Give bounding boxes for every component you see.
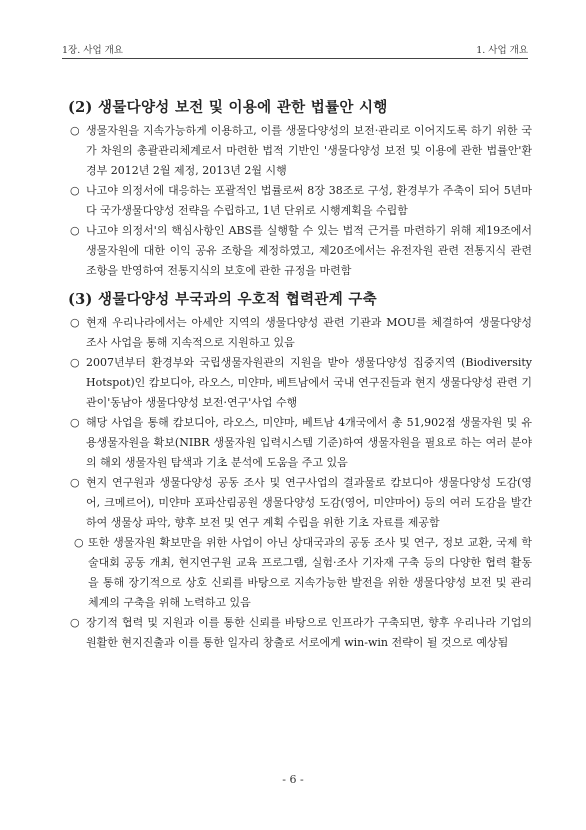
list-item-text: 나고야 의정서'의 핵심사항인 ABS를 실행할 수 있는 법적 근거를 마련하기 위해 제19조에서 생물자원에 대한 이익 공유 조항을 제정하였고, 제20조에서는 유전자원 관련 전통지식 관련 조항을 반영하여 전통지식의 보호에 관한 규정을 마련함: [86, 224, 532, 277]
list-item-text: 해당 사업을 통해 캄보디아, 라오스, 미얀마, 베트남 4개국에서 총 51,902점 생물자원 및 유용생물자원을 확보(NIBR 생물자원 입력시스템 기준)하여 생물자원을 필요로 하는 여러 분야의 해외 생물자원 탐색과 기초 분석에 도움을 주고 있음: [86, 416, 532, 469]
page-number: - 6 -: [282, 773, 304, 786]
list-item: [62, 613, 532, 653]
bullet-icon: ○: [70, 416, 80, 429]
section-cooperation: [62, 288, 532, 653]
list-item: [62, 121, 532, 181]
list-item: [62, 221, 532, 281]
bullet-icon: ○: [70, 476, 80, 489]
list-item-text: 장기적 협력 및 지원과 이를 통한 신뢰를 바탕으로 인프라가 구축되면, 향후 우리나라 기업의 원활한 현지진출과 이를 통한 일자리 창출로 서로에게 win-win 전략이 될 것으로 예상됨: [86, 616, 532, 649]
list-item: [62, 413, 532, 473]
list-item-text: 생물자원을 지속가능하게 이용하고, 이를 생물다양성의 보전·관리로 이어지도록 하기 위한 국가 차원의 총괄관리체계로서 마련한 법적 기반인 '생물다양성 보전 및 이용에 관한 법률안'환경부 2012년 2월 제정, 2013년 2월 시행: [86, 124, 532, 177]
list-item: [62, 313, 532, 353]
list-item: [62, 181, 532, 221]
list-item-text: 현재 우리나라에서는 아세안 지역의 생물다양성 관련 기관과 MOU를 체결하여 생물다양성 조사 사업을 통해 지속적으로 지원하고 있음: [86, 316, 532, 349]
bullet-icon: ○: [70, 184, 80, 197]
bullet-icon: ○: [70, 316, 80, 329]
list-item: [62, 533, 532, 613]
page-header: [62, 38, 528, 59]
section-legislation: [62, 96, 532, 281]
section-title: (3) 생물다양성 부국과의 우호적 협력관계 구축: [68, 291, 377, 308]
list-item: [62, 473, 532, 533]
header-chapter: 1장. 사업 개요: [62, 45, 123, 56]
list-item-text: 2007년부터 환경부와 국립생물자원관의 지원을 받아 생물다양성 집중지역 (Biodiversity Hotspot)인 캄보디아, 라오스, 미얀마, 베트남에서 국내 연구진들과 현지 생물다양성 관련 기관이'동남아 생물다양성 보전·연구'사업 수행: [86, 356, 532, 409]
header-section: 1. 사업 개요: [476, 45, 528, 56]
list-item: [62, 353, 532, 413]
bullet-icon: ○: [70, 124, 80, 137]
section-title: (2) 생물다양성 보전 및 이용에 관한 법률안 시행: [68, 99, 388, 116]
bullet-icon: ○: [70, 224, 80, 237]
bullet-icon: ○: [70, 356, 80, 369]
list-item-text: 또한 생물자원 확보만을 위한 사업이 아닌 상대국과의 공동 조사 및 연구, 정보 교환, 국제 학술대회 공동 개최, 현지연구원 교육 프로그램, 실험·조사 기자재 구축 등의 다양한 협력 활동을 통해 장기적으로 상호 신뢰를 바탕으로 지속가능한 발전을 위한 생물다양성 보전 및 관리 체계의 구축을 위해 노력하고 있음: [88, 536, 532, 609]
list-item-text: 나고야 의정서에 대응하는 포괄적인 법률로써 8장 38조로 구성, 환경부가 주축이 되어 5년마다 국가생물다양성 전략을 수립하고, 1년 단위로 시행계획을 수립함: [86, 184, 532, 217]
bullet-icon: ○: [74, 536, 84, 549]
bullet-icon: ○: [70, 616, 80, 629]
list-item-text: 현지 연구원과 생물다양성 공동 조사 및 연구사업의 결과물로 캄보디아 생물다양성 도감(영어, 크메르어), 미얀마 포파산림공원 생물다양성 도감(영어, 미얀마어) 등의 여러 도감을 발간하여 생물상 파악, 향후 보전 및 연구 계획 수립을 위한 기초 자료를 제공함: [86, 476, 532, 529]
